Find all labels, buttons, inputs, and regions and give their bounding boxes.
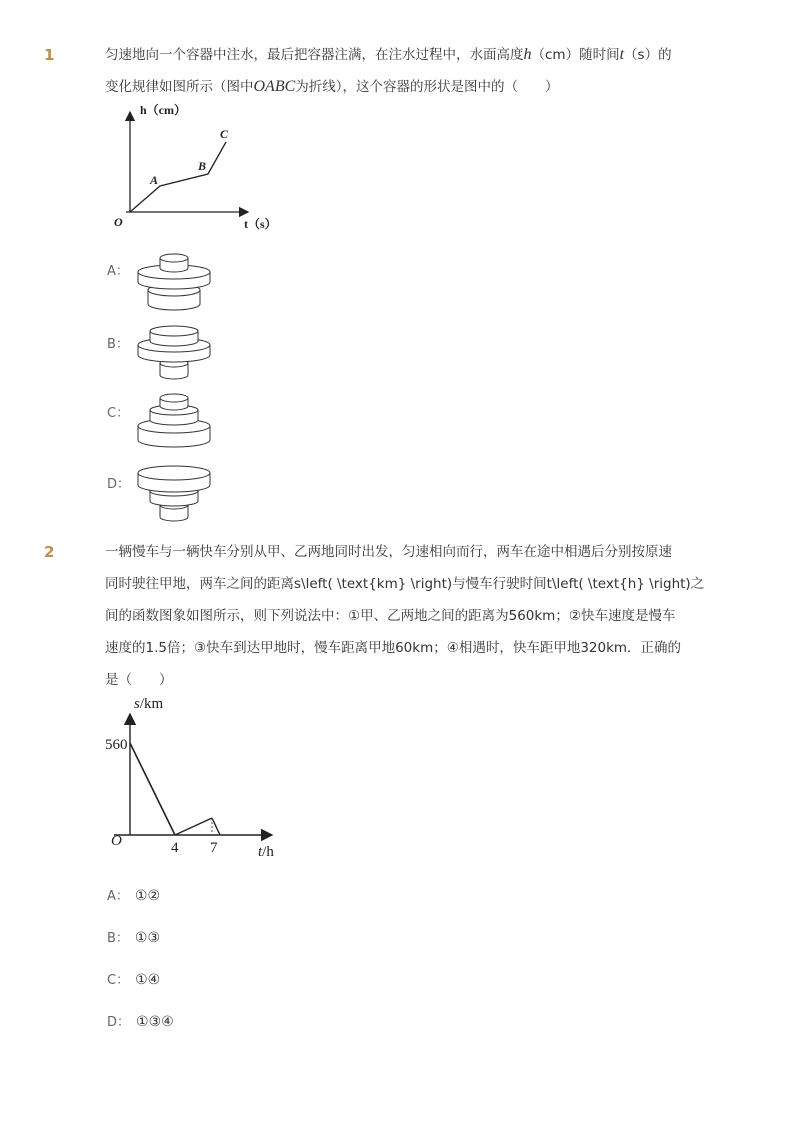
y-axis-label: s/km <box>134 696 164 712</box>
question-stem <box>105 39 717 103</box>
x-axis-label: t/h <box>258 844 274 860</box>
option-text: ①③④ <box>136 1014 174 1030</box>
stem-text: （cm）随时间 <box>531 47 620 63</box>
math-var: h <box>523 46 532 63</box>
stem-line: 速度的1.5倍；③快车到达甲地时，慢车距离甲地60km；④相遇时，快车距甲地320km．正确的 <box>105 640 682 656</box>
stem-line: 是（ ） <box>105 672 173 688</box>
option-label: C： <box>107 406 130 421</box>
option-d[interactable] <box>107 1011 174 1030</box>
stem-text: 匀速地向一个容器中注水，最后把容器注满，在注水过程中，水面高度 <box>105 47 524 63</box>
container-shape-d <box>134 463 214 527</box>
container-shape-a <box>134 252 214 320</box>
stem-text: 变化规律如图所示（图中 <box>105 79 254 95</box>
stem-line <box>105 39 717 71</box>
point-label-c: C <box>220 127 229 141</box>
x-axis-label: t（s） <box>244 217 277 231</box>
option-label: C： <box>107 973 130 988</box>
polyline-oabc <box>130 142 226 212</box>
math-var: t <box>619 46 625 63</box>
container-shape-c <box>134 392 214 456</box>
option-label: B： <box>107 931 129 946</box>
question-number: 2 <box>44 543 55 561</box>
option-b[interactable] <box>107 333 129 352</box>
point-label-a: A <box>150 173 159 187</box>
water-height-graph <box>108 102 278 232</box>
stem-line: 一辆慢车与一辆快车分别从甲、乙两地同时出发，匀速相向而行，两车在途中相遇后分别按原速 <box>105 544 672 560</box>
stem-line: 同时驶往甲地，两车之间的距离s\left( \text{km} \right)与慢车行驶时间t\left( \text{h} \right)之 <box>105 576 705 592</box>
option-label: A： <box>107 889 129 904</box>
question-stem <box>105 536 717 696</box>
option-c[interactable] <box>107 402 129 421</box>
y-axis-label: h（cm） <box>140 103 186 117</box>
option-label: A： <box>107 264 129 279</box>
y-tick-label: 560 <box>105 737 128 753</box>
option-b[interactable] <box>107 927 160 946</box>
option-text: ①④ <box>135 972 161 988</box>
distance-time-graph <box>100 690 290 860</box>
option-text: ①② <box>134 888 161 904</box>
option-label: B： <box>107 337 129 352</box>
option-d[interactable] <box>107 473 130 492</box>
stem-line: 间的函数图象如图所示，则下列说法中：①甲、乙两地之间的距离为560km；②快车速度是慢车 <box>105 608 676 624</box>
math-var: OABC <box>253 78 296 95</box>
x-tick-label: 4 <box>171 840 179 856</box>
option-c[interactable] <box>107 969 160 988</box>
stem-text: 为折线），这个容器的形状是图中的（ ） <box>295 79 559 95</box>
graph-segment-1 <box>130 743 175 835</box>
stem-line <box>105 71 717 103</box>
container-shape-b <box>134 323 214 385</box>
point-label-b: B <box>198 159 207 173</box>
question-number: 1 <box>44 46 55 64</box>
option-a[interactable] <box>107 260 129 279</box>
option-a[interactable] <box>107 885 160 904</box>
option-text: ①③ <box>134 930 161 946</box>
option-label: D： <box>107 1015 131 1030</box>
option-label: D： <box>107 477 131 492</box>
origin-label: O <box>111 833 122 849</box>
graph-segment-2 <box>175 818 212 835</box>
origin-label: O <box>114 215 123 229</box>
stem-text: （s）的 <box>624 47 672 63</box>
graph-segment-3 <box>212 818 220 835</box>
x-tick-label: 7 <box>210 840 218 856</box>
